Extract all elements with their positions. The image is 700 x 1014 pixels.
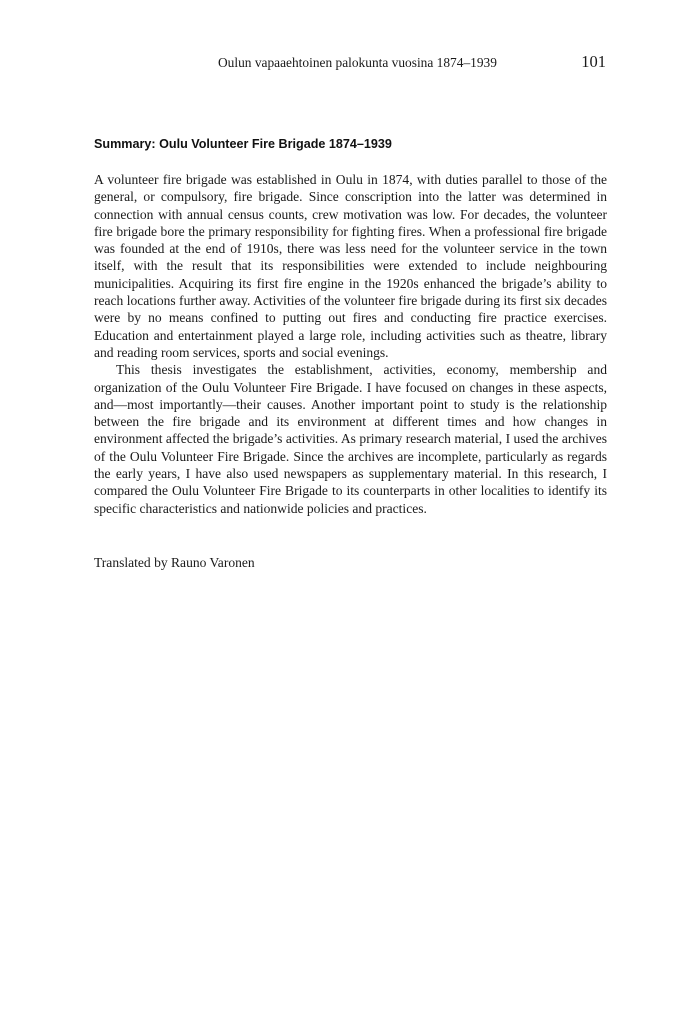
summary-paragraph-2: This thesis investigates the establishment, activities, economy, membership and organization of the Oulu Volunteer Fire Brigade. I have focused on changes in these aspects, and—most importantly—their causes. Another important point to study is the relationship between the fire brigade and its environment at different times and how changes in environment affected the brigade’s activities. As primary research material, I used the archives of the Oulu Volunteer Fire Brigade. Since the archives are incomplete, particularly as regards the early years, I have also used newspapers as supplementary material. In this research, I compared the Oulu Volunteer Fire Brigade to its counterparts in other localities to identify its specific characteristics and nationwide policies and practices. [94,362,607,516]
summary-heading: Summary: Oulu Volunteer Fire Brigade 1874–1939 [94,137,392,151]
running-title: Oulun vapaaehtoinen palokunta vuosina 1874–1939 [218,55,497,70]
summary-paragraph-1: A volunteer fire brigade was established in Oulu in 1874, with duties parallel to those of the general, or compulsory, fire brigade. Since conscription into the latter was determined in connection with annual census counts, crew motivation was low. For decades, the volunteer fire brigade bore the primary responsibility for fighting fires. When a professional fire brigade was founded at the end of 1910s, there was less need for the volunteer service in the town itself, with the result that its responsibilities were extended to include neighbouring municipalities. Acquiring its first fire engine in the 1920s enhanced the brigade’s ability to reach locations further away. Activities of the volunteer fire brigade during its first six decades were by no means confined to putting out fires and conducting fire practice exercises. Education and entertainment played a large role, including activities such as theatre, library and reading room services, sports and social evenings. [94,172,607,360]
summary-body [94,171,607,517]
translator-credit: Translated by Rauno Varonen [94,555,255,570]
running-header [0,52,700,74]
page-number: 101 [581,52,606,71]
